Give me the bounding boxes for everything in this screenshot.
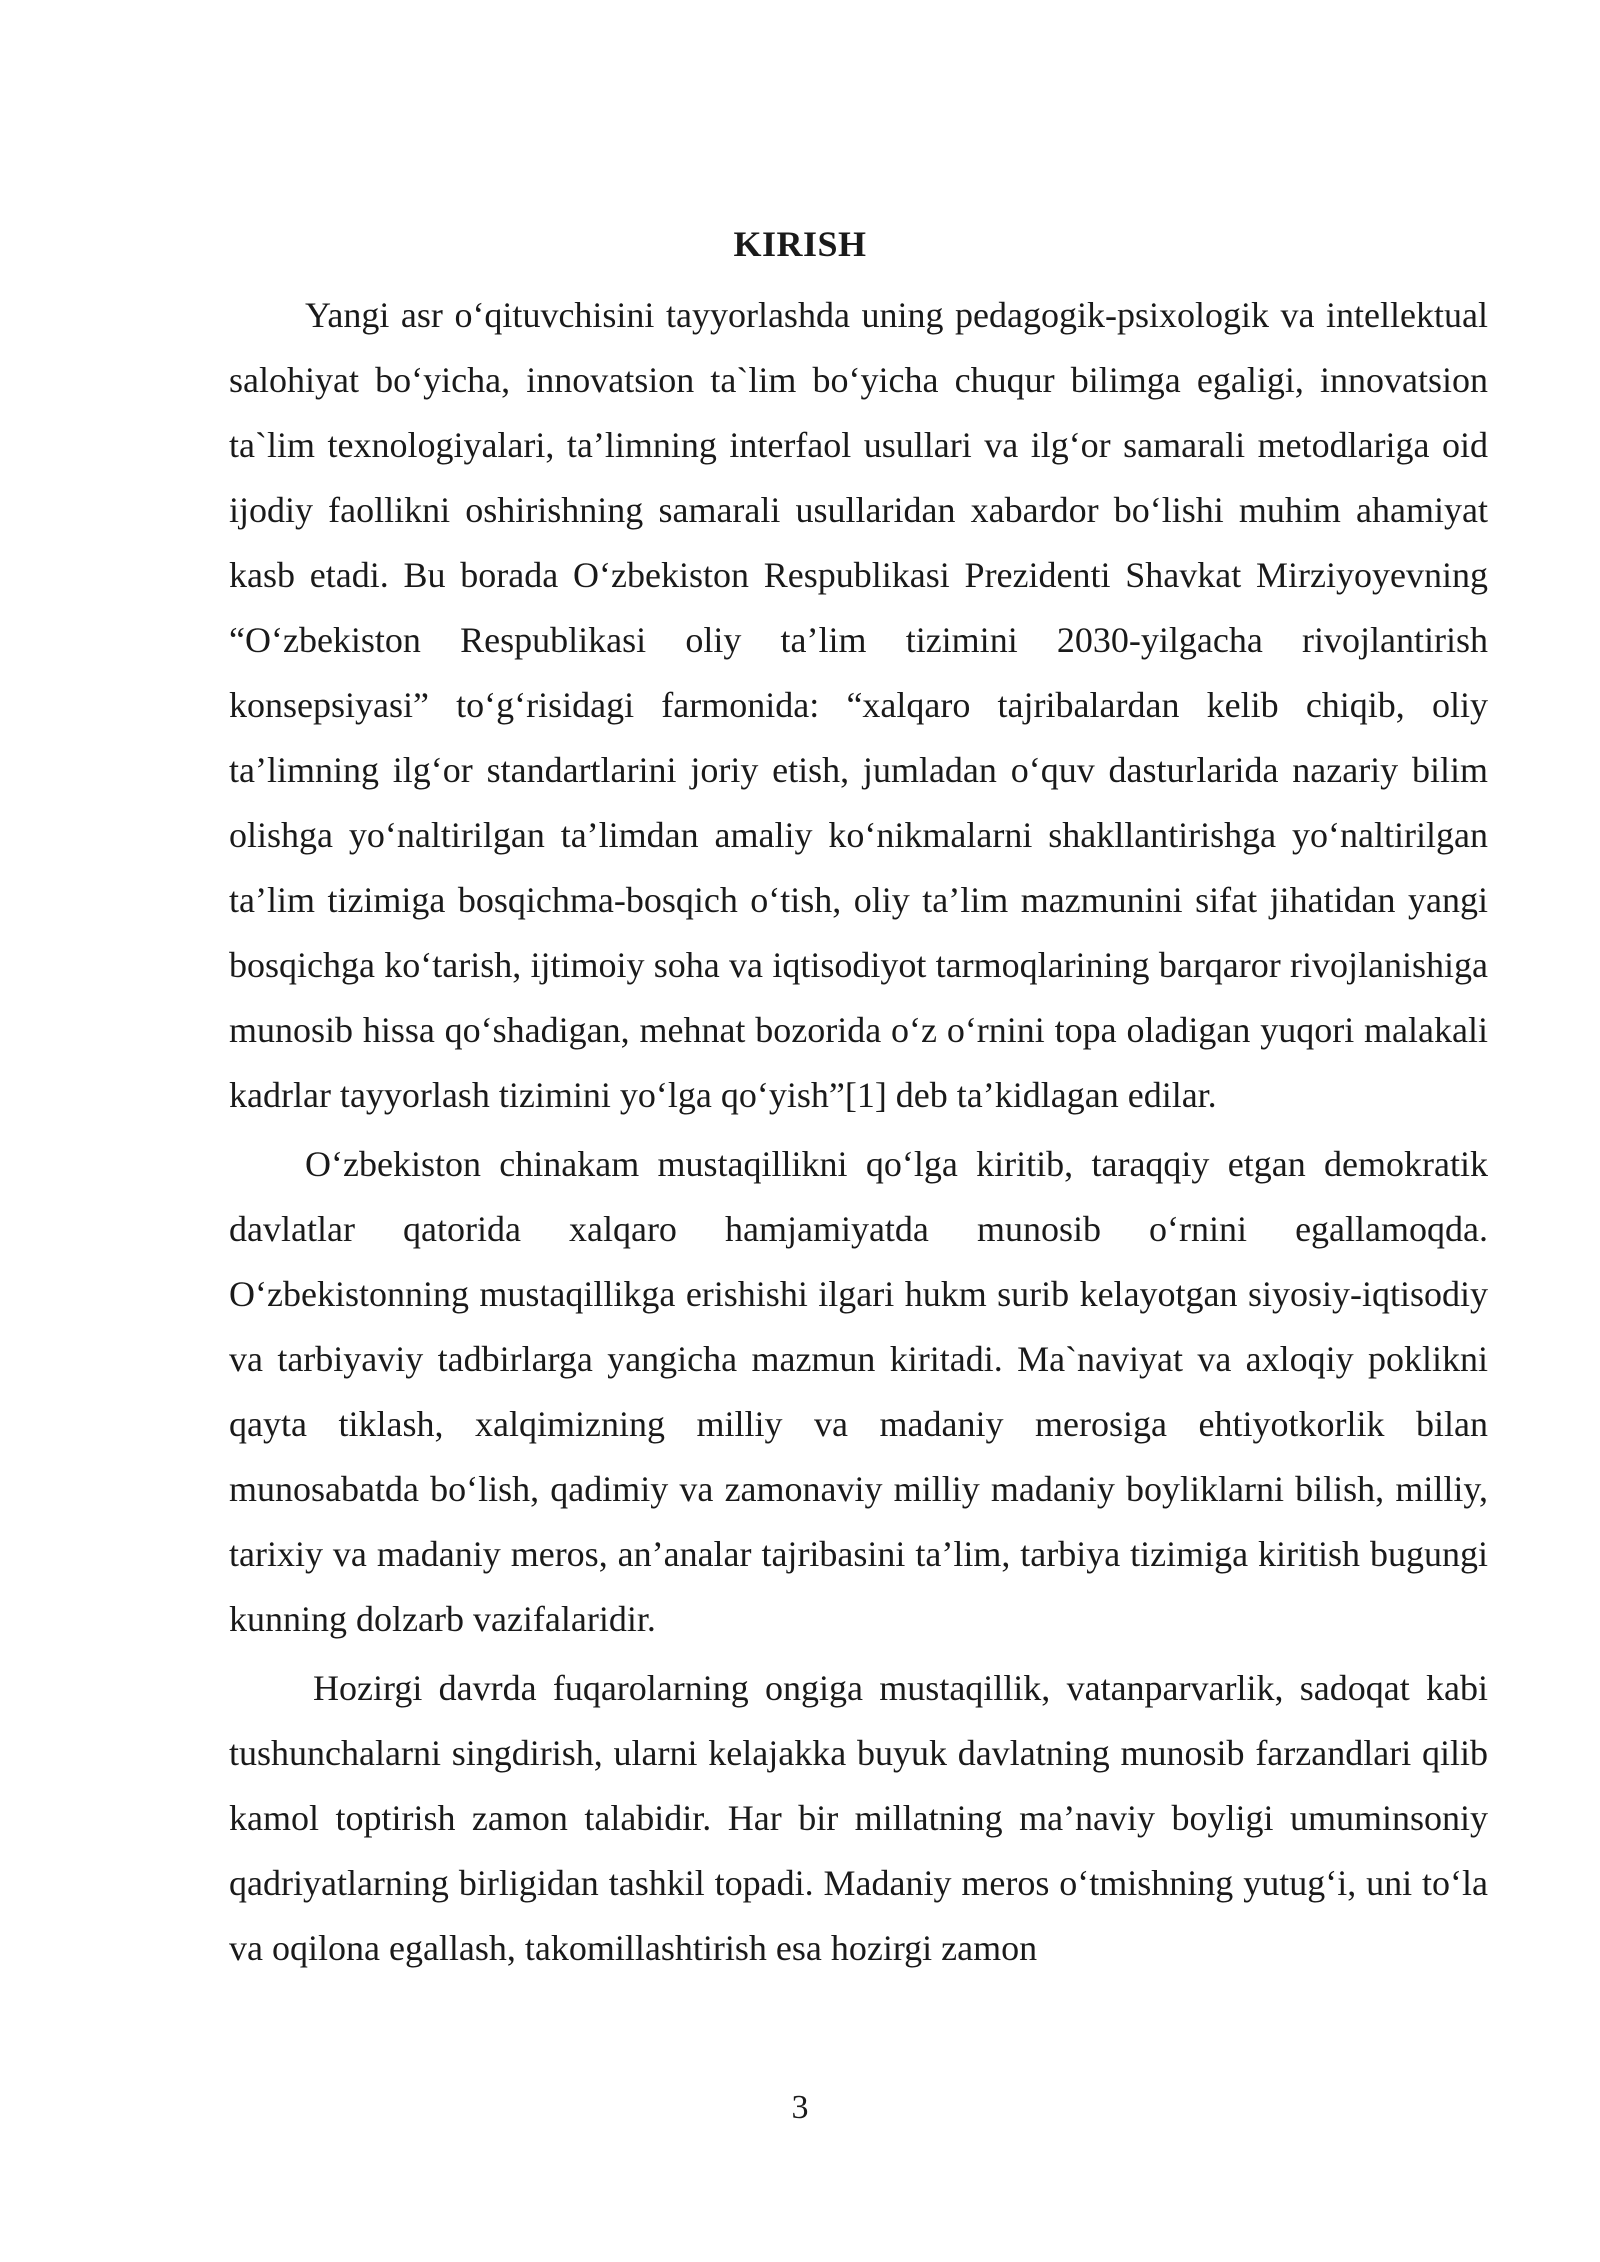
section-heading: KIRISH: [733, 224, 867, 264]
paragraph-2: O‘zbekiston chinakam mustaqillikni qo‘lga kiritib, taraqqiy etgan demokratik davlatlar qatorida xalqaro hamjamiyatda munosib o‘rnini egallamoqda. O‘zbekistonning mustaqillikga erishishi ilgari hukm surib kelayotgan siyosiy-iqtisodiy va tarbiyaviy tadbirlarga yangicha mazmun kiritadi. Ma`naviyat va axloqiy poklikni qayta tiklash, xalqimizning milliy va madaniy merosiga ehtiyotkorlik bilan munosabatda bo‘lish, qadimiy va zamonaviy milliy madaniy boyliklarni bilish, milliy, tarixiy va madaniy meros, an’analar tajribasini ta’lim, tarbiya tizimiga kiritish bugungi kunning dolzarb vazifalaridir.: [229, 1144, 1488, 1639]
body-text: [229, 283, 1488, 1981]
paragraph-3: Hozirgi davrda fuqarolarning ongiga mustaqillik, vatanparvarlik, sadoqat kabi tushunchalarni singdirish, ularni kelajakka buyuk davlatning munosib farzandlari qilib kamol toptirish zamon talabidir. Har bir millatning ma’naviy boyligi umuminsoniy qadriyatlarning birligidan tashkil topadi. Madaniy meros o‘tmishning yutug‘i, uni to‘la va oqilona egallash, takomillashtirish esa hozirgi zamon: [229, 1668, 1488, 1968]
page-number: 3: [791, 2089, 809, 2126]
paragraph-1: Yangi asr o‘qituvchisini tayyorlashda uning pedagogik-psixologik va intellektual salohiyat bo‘yicha, innovatsion ta`lim bo‘yicha chuqur bilimga egaligi, innovatsion ta`lim texnologiyalari, ta’limning interfaol usullari va ilg‘or samarali metodlariga oid ijodiy faollikni oshirishning samarali usullaridan xabardor bo‘lishi muhim ahamiyat kasb etadi. Bu borada O‘zbekiston Respublikasi Prezidenti Shavkat Mirziyoyevning “O‘zbekiston Respublikasi oliy ta’lim tizimini 2030-yilgacha rivojlantirish konsepsiyasi” to‘g‘risidagi farmonida: “xalqaro tajribalardan kelib chiqib, oliy ta’limning ilg‘or standartlarini joriy etish, jumladan o‘quv dasturlarida nazariy bilim olishga yo‘naltirilgan ta’limdan amaliy ko‘nikmalarni shakllantirishga yo‘naltirilgan ta’lim tizimiga bosqichma-bosqich o‘tish, oliy ta’lim mazmunini sifat jihatidan yangi bosqichga ko‘tarish, ijtimoiy soha va iqtisodiyot tarmoqlarining barqaror rivojlanishiga munosib hissa qo‘shadigan, mehnat bozorida o‘z o‘rnini topa oladigan yuqori malakali kadrlar tayyorlash tizimini yo‘lga qo‘yish”[1] deb ta’kidlagan edilar.: [229, 295, 1488, 1115]
